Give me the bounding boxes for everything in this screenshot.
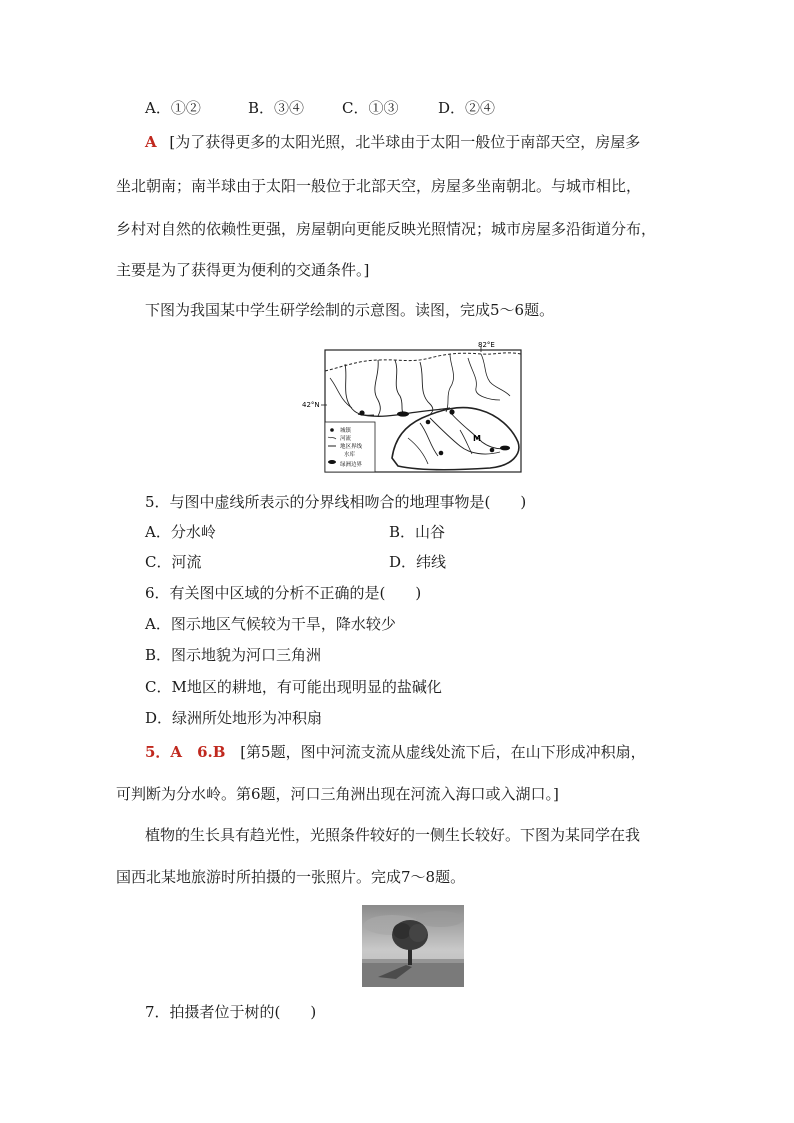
town-marker bbox=[439, 451, 444, 456]
q4-options bbox=[145, 97, 495, 118]
q6-option-c: C．M地区的耕地，有可能出现明显的盐碱化 bbox=[145, 678, 442, 696]
ans-5-6-line1 bbox=[145, 741, 646, 762]
legend-town-icon bbox=[330, 428, 334, 432]
q4-explanation-4: 主要是为了获得更为便利的交通条件。] bbox=[116, 261, 370, 279]
legend-town-label: 城镇 bbox=[340, 428, 352, 434]
q4-answer-line1 bbox=[145, 131, 640, 152]
town-marker bbox=[449, 409, 454, 414]
study-map bbox=[300, 338, 530, 476]
intro-7-8-line2: 国西北某地旅游时所拍摄的一张照片。完成7～8题。 bbox=[116, 868, 466, 886]
latitude-label: 42°N bbox=[302, 401, 320, 409]
region-m-label: M bbox=[473, 434, 481, 443]
q6-option-d: D．绿洲所处地形为冲积扇 bbox=[145, 709, 323, 727]
longitude-label: 82°E bbox=[478, 341, 495, 349]
q5-stem: 5．与图中虚线所表示的分界线相吻合的地理事物是( ) bbox=[145, 493, 527, 511]
q5-option-b: B．山谷 bbox=[389, 523, 446, 541]
q7-stem: 7．拍摄者位于树的( ) bbox=[145, 1003, 317, 1021]
ans-5-6-explanation-1: [第5题，图中河流支流从虚线处流下后，在山下形成冲积扇， bbox=[240, 743, 646, 761]
legend-boundary-label: 地区界线 bbox=[340, 444, 363, 450]
q6-option-b: B．图示地貌为河口三角洲 bbox=[145, 646, 322, 664]
legend-oasis-icon bbox=[328, 460, 336, 464]
q6-stem: 6．有关图中区域的分析不正确的是( ) bbox=[145, 584, 422, 602]
reservoir-marker bbox=[500, 446, 510, 451]
q5-option-a: A．分水岭 bbox=[145, 523, 216, 541]
legend-river-label: 河流 bbox=[340, 436, 352, 442]
intro-5-6: 下图为我国某中学生研学绘制的示意图。读图，完成5～6题。 bbox=[145, 301, 555, 319]
ans-5-6-explanation-2: 可判断为分水岭。第6题，河口三角洲出现在河流入海口或入湖口。] bbox=[116, 785, 559, 803]
q5-option-c: C．河流 bbox=[145, 553, 202, 571]
q4-option-d: D．②④ bbox=[438, 99, 496, 117]
q4-option-a: A．①② bbox=[145, 99, 201, 117]
q6-option-a: A．图示地区气候较为干旱，降水较少 bbox=[145, 615, 396, 633]
town-marker bbox=[359, 410, 364, 415]
town-marker bbox=[490, 448, 495, 453]
q4-option-b: B．③④ bbox=[248, 99, 305, 117]
q4-answer-letter: A bbox=[145, 133, 157, 151]
tree-photo bbox=[362, 905, 464, 987]
intro-7-8-line1: 植物的生长具有趋光性，光照条件较好的一侧生长较好。下图为某同学在我 bbox=[145, 826, 641, 844]
town-marker bbox=[426, 420, 431, 425]
reservoir-marker bbox=[397, 411, 409, 416]
q4-explanation-1: [为了获得更多的太阳光照，北半球由于太阳一般位于南部天空，房屋多 bbox=[169, 133, 641, 151]
q5-option-d: D．纬线 bbox=[389, 553, 447, 571]
q4-option-c: C．①③ bbox=[342, 99, 399, 117]
q4-explanation-2: 坐北朝南；南半球由于太阳一般位于北部天空，房屋多坐南朝北。与城市相比， bbox=[116, 177, 642, 195]
ans-5-6-label: 5．A 6.B bbox=[145, 743, 226, 761]
q4-explanation-3: 乡村对自然的依赖性更强，房屋朝向更能反映光照情况；城市房屋多沿街道分布， bbox=[116, 220, 657, 238]
legend-oasis-label: 绿洲边界 bbox=[340, 462, 363, 468]
legend-reservoir-label: 水库 bbox=[344, 452, 356, 458]
